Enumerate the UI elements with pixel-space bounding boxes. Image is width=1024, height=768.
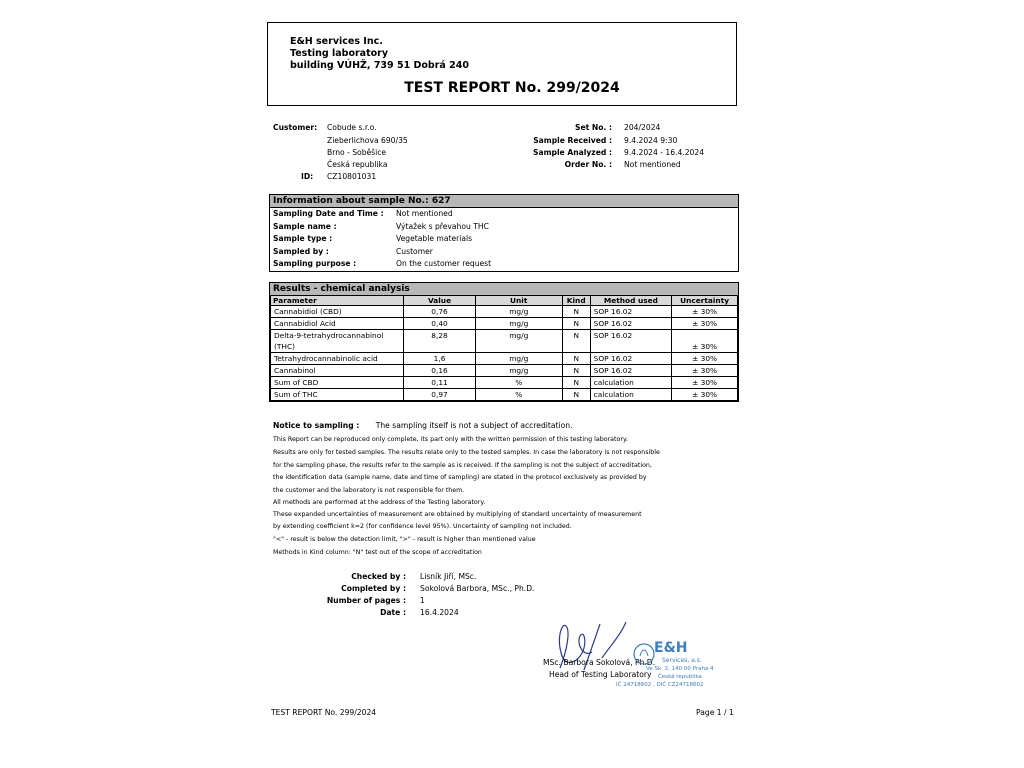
- notice-line: for the sampling phase, the results refer to the sample as is received. If the sampling is not the subject of accreditation,: [273, 462, 652, 469]
- customer-city: Brno - Soběšice: [327, 148, 387, 157]
- table-row: [271, 389, 738, 401]
- table-row: [271, 365, 738, 377]
- cell-parameter: Cannabidiol Acid: [271, 318, 404, 330]
- cell-unit: mg/g: [475, 330, 562, 353]
- cell-method: calculation: [590, 389, 671, 401]
- cell-method: SOP 16.02: [590, 306, 671, 318]
- lab-name: Testing laboratory: [290, 48, 389, 59]
- table-row: [271, 318, 738, 330]
- report-title: TEST REPORT No. 299/2024: [404, 80, 620, 96]
- col-value: Value: [404, 296, 475, 306]
- notice-line: "<" - result is below the detection limit, ">" - result is higher than mentioned value: [273, 536, 536, 543]
- cell-uncertainty: ± 30%: [672, 365, 738, 377]
- signatory-role: Head of Testing Laboratory: [549, 670, 652, 679]
- completed-by-label: Completed by :: [341, 584, 406, 593]
- cell-parameter: Delta-9-tetrahydrocannabinol (THC): [271, 330, 404, 353]
- customer-street: Zieberlichova 690/35: [327, 136, 408, 145]
- cell-uncertainty: ± 30%: [672, 306, 738, 318]
- results-header-row: [271, 296, 738, 306]
- cell-kind: N: [562, 330, 590, 353]
- customer-id-label: ID:: [301, 172, 314, 181]
- notice-heading: [273, 421, 573, 430]
- checked-by-label: Checked by :: [351, 572, 406, 581]
- footer-page-number: Page 1 / 1: [696, 708, 734, 717]
- sample-info-row: Sampled by : Customer: [273, 246, 433, 256]
- customer-id: CZ10801031: [327, 172, 377, 181]
- table-row: [271, 330, 738, 353]
- col-kind: Kind: [562, 296, 590, 306]
- cell-method: calculation: [590, 377, 671, 389]
- notice-line: All methods are performed at the address of the Testing laboratory.: [273, 499, 486, 506]
- col-parameter: Parameter: [271, 296, 404, 306]
- customer-name: Cobude s.r.o.: [327, 123, 377, 132]
- results-section: [269, 282, 739, 402]
- cell-kind: N: [562, 353, 590, 365]
- notice-line: Methods in Kind column: "N" test out of the scope of accreditation: [273, 549, 482, 556]
- notice-label: Notice to sampling :: [273, 421, 360, 430]
- pages-label: Number of pages :: [326, 596, 406, 605]
- company-stamp: [616, 640, 744, 696]
- table-row: [271, 353, 738, 365]
- cell-value: 0,11: [404, 377, 475, 389]
- cell-unit: %: [475, 389, 562, 401]
- stamp-country: Česká republika: [658, 674, 702, 680]
- cell-kind: N: [562, 389, 590, 401]
- cell-uncertainty: ± 30%: [672, 353, 738, 365]
- date-label: Date :: [380, 608, 406, 617]
- checked-by-value: Lisník Jiří, MSc.: [420, 572, 477, 581]
- sample-info-row: Sampling purpose : On the customer request: [273, 259, 492, 268]
- order-no-value: Not mentioned: [624, 160, 681, 169]
- sample-info-row: Sample name : Výtažek s převahou THC: [273, 221, 489, 231]
- cell-unit: mg/g: [475, 353, 562, 365]
- stamp-ids: IČ 24718602 , DIČ CZ24718602: [616, 682, 704, 688]
- cell-value: 0,16: [404, 365, 475, 377]
- cell-method: SOP 16.02: [590, 365, 671, 377]
- sample-info-section: [269, 194, 739, 272]
- col-uncertainty: Uncertainty: [672, 296, 738, 306]
- cell-uncertainty: ± 30%: [672, 330, 738, 353]
- sample-info-title: Information about sample No.: 627: [270, 195, 738, 208]
- date-value: 16.4.2024: [420, 608, 459, 617]
- sample-analyzed-label: Sample Analyzed :: [533, 148, 612, 157]
- cell-parameter: Cannabidiol (CBD): [271, 306, 404, 318]
- stamp-address: Ve Sk. 2, 140 00 Praha 4: [646, 666, 714, 672]
- sample-analyzed-value: 9.4.2024 - 16.4.2024: [624, 148, 705, 157]
- stamp-subtitle: Services, a.s.: [662, 657, 702, 664]
- sample-received-value: 9.4.2024 9:30: [624, 136, 678, 145]
- company-name: E&H services Inc.: [290, 36, 383, 47]
- col-unit: Unit: [475, 296, 562, 306]
- cell-value: 0,76: [404, 306, 475, 318]
- notice-line: These expanded uncertainties of measurement are obtained by multiplying of standard uncertainty of measurement: [273, 511, 642, 518]
- signatory-name: MSc. Barbora Sokolová, Ph.D.: [543, 658, 656, 667]
- lab-address: building VÚHŽ, 739 51 Dobrá 240: [290, 60, 469, 71]
- cell-unit: mg/g: [475, 306, 562, 318]
- sample-info-row: Sampling Date and Time : Not mentioned: [273, 209, 453, 218]
- cell-kind: N: [562, 377, 590, 389]
- notice-line: This Report can be reproduced only complete, its part only with the written permission of this testing laboratory.: [273, 436, 628, 443]
- notice-line: by extending coefficient k=2 (for confidence level 95%). Uncertainty of sampling not included.: [273, 523, 572, 530]
- col-method: Method used: [590, 296, 671, 306]
- notice-line: the customer and the laboratory is not responsible for them.: [273, 487, 465, 494]
- sample-received-label: Sample Received :: [533, 136, 612, 145]
- notice-line: Results are only for tested samples. The results relate only to the tested samples. In case the laboratory is not responsible: [273, 449, 660, 456]
- cell-parameter: Tetrahydrocannabinolic acid: [271, 353, 404, 365]
- sample-info-row: Sample type : Vegetable materials: [273, 234, 473, 243]
- cell-uncertainty: ± 30%: [672, 389, 738, 401]
- cell-unit: mg/g: [475, 318, 562, 330]
- footer-report-no: TEST REPORT No. 299/2024: [271, 708, 377, 717]
- cell-value: 0,40: [404, 318, 475, 330]
- cell-uncertainty: ± 30%: [672, 318, 738, 330]
- set-no-label: Set No. :: [574, 123, 612, 132]
- stamp-title: E&H: [654, 640, 688, 656]
- pages-value: 1: [420, 596, 425, 605]
- cell-kind: N: [562, 306, 590, 318]
- notice-text: The sampling itself is not a subject of accreditation.: [375, 421, 573, 430]
- set-no-value: 204/2024: [624, 123, 661, 132]
- customer-label: Customer:: [273, 123, 318, 132]
- cell-parameter: Cannabinol: [271, 365, 404, 377]
- customer-country: Česká republika: [327, 160, 388, 169]
- cell-value: 1,6: [404, 353, 475, 365]
- cell-uncertainty: ± 30%: [672, 377, 738, 389]
- results-title: Results - chemical analysis: [270, 283, 738, 295]
- cell-unit: %: [475, 377, 562, 389]
- completed-by-value: Sokolová Barbora, MSc., Ph.D.: [420, 584, 535, 593]
- cell-value: 8,28: [404, 330, 475, 353]
- order-no-label: Order No. :: [564, 160, 612, 169]
- cell-parameter: Sum of THC: [271, 389, 404, 401]
- cell-unit: mg/g: [475, 365, 562, 377]
- cell-value: 0,97: [404, 389, 475, 401]
- table-row: [271, 377, 738, 389]
- cell-parameter: Sum of CBD: [271, 377, 404, 389]
- cell-kind: N: [562, 365, 590, 377]
- cell-kind: N: [562, 318, 590, 330]
- cell-method: SOP 16.02: [590, 318, 671, 330]
- cell-method: SOP 16.02: [590, 330, 671, 353]
- cell-method: SOP 16.02: [590, 353, 671, 365]
- table-row: [271, 306, 738, 318]
- results-table: [270, 295, 738, 401]
- notice-line: the identification data (sample name, date and time of sampling) are stated in the protocol exclusively as provided by: [273, 474, 647, 481]
